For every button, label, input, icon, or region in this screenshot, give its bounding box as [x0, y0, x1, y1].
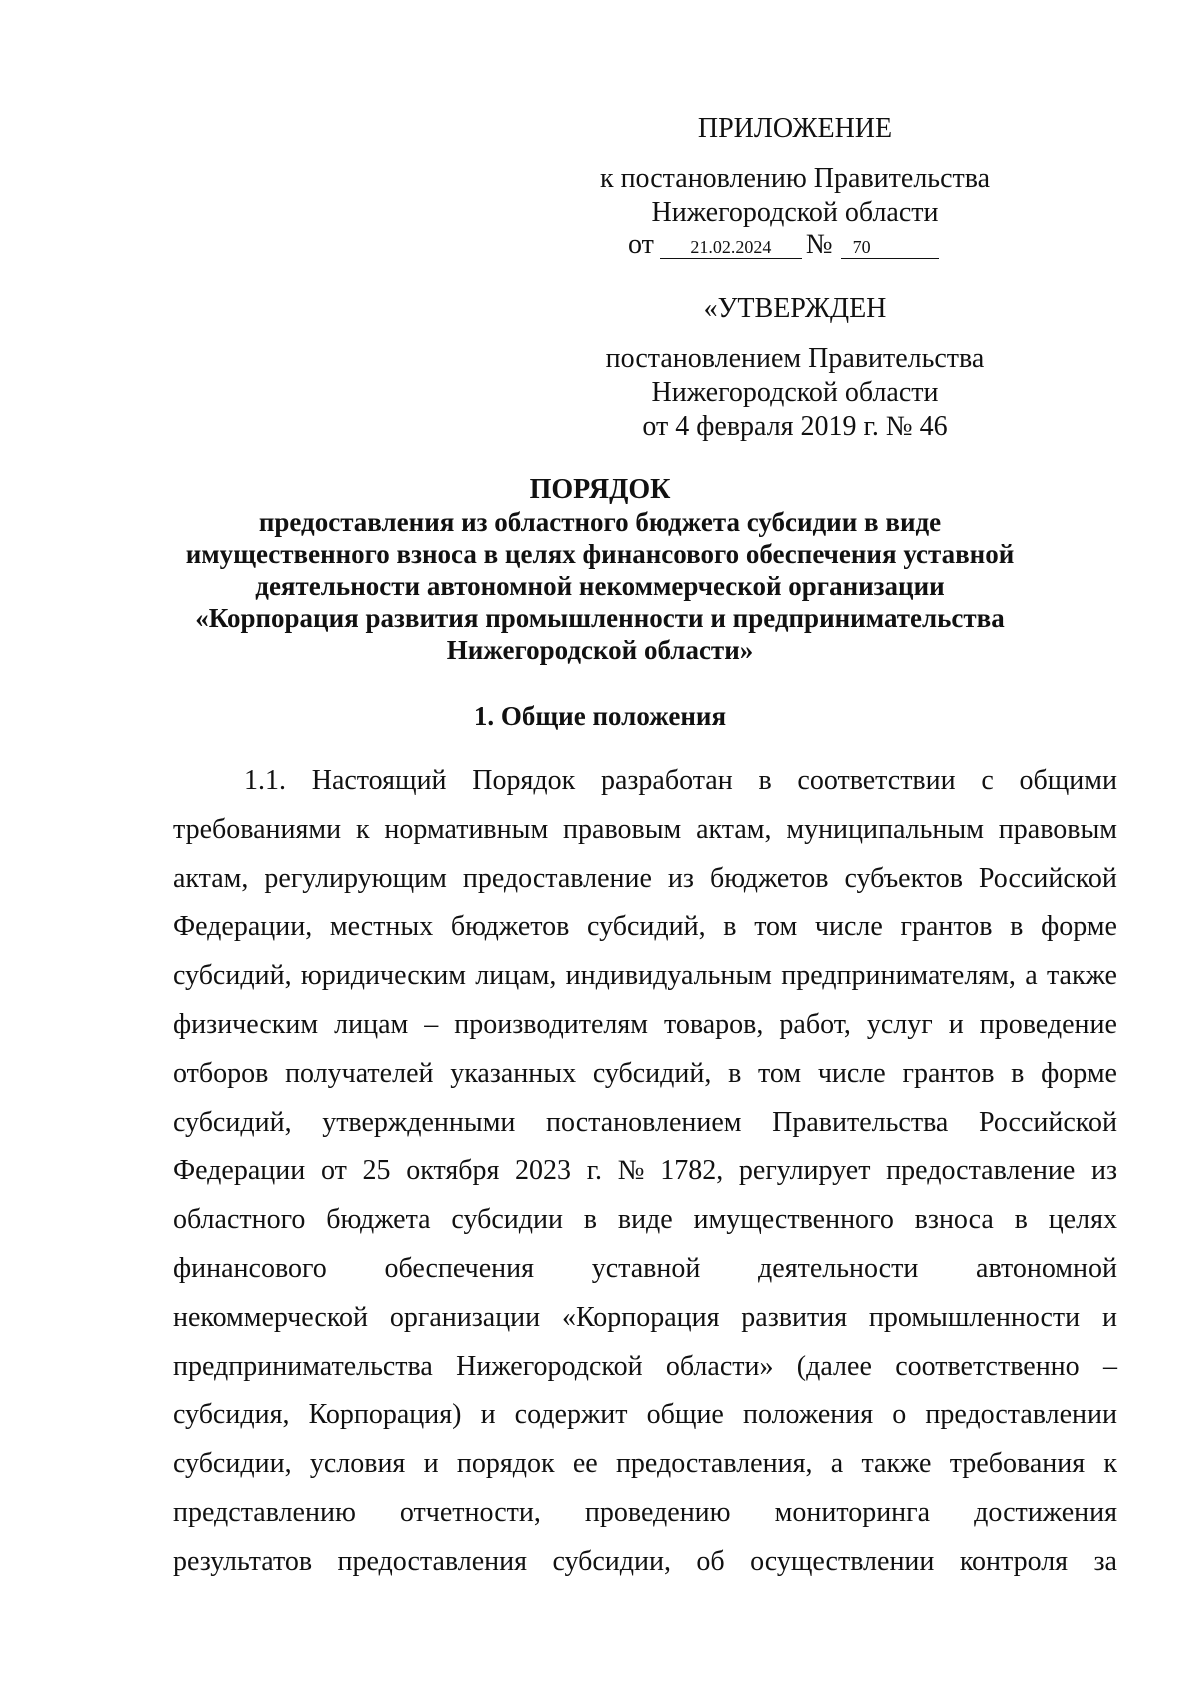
- body-word: форме: [1041, 1057, 1117, 1089]
- body-word: в: [1010, 911, 1024, 943]
- body-word: услуг: [866, 1008, 933, 1040]
- body-word: –: [1102, 1350, 1117, 1382]
- appendix-line-2: Нижегородской области: [651, 197, 939, 228]
- body-word: отборов: [173, 1057, 269, 1089]
- body-word: также: [861, 1448, 932, 1480]
- body-word: г.: [586, 1155, 603, 1187]
- body-word: субсидии,: [173, 1448, 292, 1480]
- order-subtitle-line: «Корпорация развития промышленности и предпринимательства: [195, 603, 1005, 633]
- body-word: соответствии: [797, 765, 956, 796]
- body-line: [173, 1544, 1117, 1593]
- body-line: [173, 1495, 1117, 1544]
- body-word: указанных: [450, 1057, 577, 1089]
- body-word: субсидий,: [173, 960, 292, 992]
- body-word: достижения: [974, 1496, 1117, 1528]
- body-word: Российской: [978, 862, 1117, 894]
- date-prefix: от: [628, 229, 654, 260]
- body-word: лицам: [334, 1008, 409, 1040]
- body-word: предоставления,: [615, 1448, 813, 1480]
- body-word: обеспечения: [384, 1252, 534, 1284]
- body-word: актам,: [696, 813, 772, 845]
- body-word: и: [480, 1399, 496, 1431]
- body-word: о: [892, 1399, 907, 1431]
- body-word: к: [1103, 1448, 1117, 1480]
- body-word: в: [758, 765, 772, 796]
- body-word: мониторинга: [774, 1496, 931, 1528]
- body-word: в: [723, 911, 737, 943]
- body-word: условия: [309, 1448, 406, 1480]
- body-word: правовым: [563, 813, 682, 845]
- body-word: осуществлении: [750, 1545, 935, 1577]
- body-word: предоставлении: [925, 1399, 1117, 1431]
- body-word: производителям: [454, 1008, 648, 1040]
- body-line: [173, 1251, 1117, 1300]
- body-word: муниципальным: [786, 813, 984, 845]
- body-line: [173, 958, 1117, 1007]
- body-word: и: [1101, 1301, 1117, 1333]
- body-word: субсидии,: [552, 1545, 671, 1577]
- body-word: регулирующим: [264, 862, 447, 894]
- body-word: 1782,: [660, 1155, 724, 1187]
- body-word: промышленности: [868, 1301, 1081, 1333]
- body-word: форме: [1041, 911, 1117, 943]
- body-word: некоммерческой: [173, 1301, 369, 1333]
- body-word: областного: [173, 1204, 306, 1236]
- body-word: 2023: [515, 1155, 572, 1187]
- body-word: виде: [617, 1204, 673, 1236]
- approved-reference: [560, 342, 1030, 444]
- body-word: субсидия,: [173, 1399, 290, 1431]
- order-title: ПОРЯДОК: [529, 474, 671, 505]
- body-word: грантов: [900, 911, 993, 943]
- body-word: от: [320, 1155, 347, 1187]
- body-word: общие: [646, 1399, 724, 1431]
- body-word: товаров,: [664, 1008, 764, 1040]
- body-word: нормативным: [384, 813, 549, 845]
- body-word: за: [1093, 1545, 1117, 1577]
- body-word: субсидий,: [587, 911, 706, 943]
- order-subtitle-line: предоставления из областного бюджета субсидии в виде: [258, 507, 942, 537]
- approved-line-1: постановлением Правительства: [605, 343, 985, 374]
- body-word: регулирует: [738, 1155, 871, 1187]
- body-word: субъектов: [844, 862, 963, 894]
- body-word: 1.1.: [244, 765, 286, 796]
- body-text: [173, 763, 1117, 1593]
- body-word: юридическим: [300, 960, 466, 992]
- body-word: Правительства: [772, 1106, 949, 1138]
- body-word: индивидуальным: [565, 960, 772, 992]
- body-line: [173, 812, 1117, 861]
- body-word: постановлением: [546, 1106, 742, 1138]
- body-line: [173, 1007, 1117, 1056]
- body-line: [173, 861, 1117, 910]
- body-line: [173, 763, 1117, 812]
- body-word: Настоящий: [311, 765, 447, 796]
- order-subtitle-line: деятельности автономной некоммерческой организации: [255, 571, 945, 601]
- body-word: Порядок: [472, 765, 576, 796]
- approved-title: «УТВЕРЖДЕН: [703, 293, 887, 324]
- order-subtitle-line: имущественного взноса в целях финансового обеспечения уставной: [185, 539, 1015, 569]
- body-word: предоставление: [886, 1155, 1076, 1187]
- body-word: бюджетов: [450, 911, 570, 943]
- body-word: том: [758, 1057, 802, 1089]
- body-line: [173, 1105, 1117, 1154]
- body-word: 25: [362, 1155, 391, 1187]
- body-word: из: [667, 862, 694, 894]
- section-title: 1. Общие положения: [473, 701, 727, 731]
- body-word: соответственно: [895, 1350, 1080, 1382]
- body-word: имущественного: [693, 1204, 894, 1236]
- body-word: в: [1011, 1057, 1025, 1089]
- body-word: содержит: [514, 1399, 628, 1431]
- body-word: развития: [741, 1301, 848, 1333]
- body-word: положения: [742, 1399, 874, 1431]
- body-word: результатов: [173, 1545, 313, 1577]
- body-word: получателей: [285, 1057, 434, 1089]
- body-word: Нижегородской: [456, 1350, 643, 1382]
- body-word: числе: [817, 1057, 886, 1089]
- body-word: автономной: [976, 1252, 1117, 1284]
- body-word: лицам,: [475, 960, 557, 992]
- body-word: октября: [406, 1155, 500, 1187]
- body-word: также: [1046, 960, 1117, 992]
- body-word: проведению: [584, 1496, 731, 1528]
- appendix-line-1: к постановлению Правительства: [599, 163, 991, 194]
- body-word: бюджета: [326, 1204, 431, 1236]
- body-line: [173, 1349, 1117, 1398]
- body-word: порядок: [456, 1448, 555, 1480]
- body-word: числе: [814, 911, 883, 943]
- decree-date-field: 21.02.2024: [660, 236, 802, 259]
- body-word: правовым: [998, 813, 1117, 845]
- body-word: Российской: [978, 1106, 1117, 1138]
- body-word: №: [617, 1155, 645, 1187]
- appendix-date-number-line: [628, 228, 939, 262]
- body-line: [173, 1153, 1117, 1202]
- body-line: [173, 909, 1117, 958]
- body-word: целях: [1048, 1204, 1117, 1236]
- body-line: [173, 1202, 1117, 1251]
- appendix-decree-reference: [560, 162, 1030, 230]
- body-word: общими: [1019, 765, 1117, 796]
- body-word: предоставление: [462, 862, 652, 894]
- body-word: а: [1025, 960, 1038, 992]
- body-word: в: [1014, 1204, 1028, 1236]
- body-word: а: [830, 1448, 844, 1480]
- body-word: бюджетов: [709, 862, 829, 894]
- body-line: [173, 1397, 1117, 1446]
- body-line: [173, 1300, 1117, 1349]
- body-word: об: [696, 1545, 725, 1577]
- body-line: [173, 1056, 1117, 1105]
- body-word: –: [424, 1008, 439, 1040]
- body-word: разработан: [600, 765, 733, 796]
- body-word: с: [981, 765, 994, 796]
- body-word: субсидий,: [592, 1057, 712, 1089]
- body-word: Федерации,: [173, 911, 313, 943]
- body-word: том: [754, 911, 798, 943]
- body-word: в: [728, 1057, 742, 1089]
- approved-line-2: Нижегородской области: [651, 377, 939, 408]
- decree-number-field: 70: [841, 236, 939, 259]
- body-word: взноса: [914, 1204, 994, 1236]
- body-word: из: [1090, 1155, 1117, 1187]
- body-word: предпринимательства: [173, 1350, 433, 1382]
- body-word: местных: [329, 911, 434, 943]
- body-word: контроля: [959, 1545, 1069, 1577]
- body-word: грантов: [902, 1057, 995, 1089]
- body-word: (далее: [796, 1350, 872, 1382]
- body-word: утвержденными: [322, 1106, 516, 1138]
- number-sign: №: [805, 229, 833, 260]
- body-word: работ,: [779, 1008, 851, 1040]
- order-heading: [150, 474, 1050, 666]
- body-word: к: [355, 813, 370, 845]
- body-word: субсидии: [451, 1204, 563, 1236]
- body-word: требованиями: [173, 813, 342, 845]
- body-word: предоставления: [337, 1545, 528, 1577]
- body-word: физическим: [173, 1008, 319, 1040]
- body-word: и: [948, 1008, 964, 1040]
- body-word: в: [583, 1204, 598, 1236]
- body-word: ее: [572, 1448, 598, 1480]
- body-word: «Корпорация: [561, 1301, 720, 1333]
- body-word: организации: [389, 1301, 541, 1333]
- body-word: предпринимателям,: [781, 960, 1016, 992]
- body-word: субсидий,: [173, 1106, 292, 1138]
- body-line: [173, 1446, 1117, 1495]
- body-word: и: [423, 1448, 439, 1480]
- body-word: требования: [949, 1448, 1086, 1480]
- body-word: уставной: [591, 1252, 701, 1284]
- body-word: отчетности,: [399, 1496, 541, 1528]
- appendix-title: ПРИЛОЖЕНИЕ: [697, 113, 893, 144]
- body-word: финансового: [173, 1252, 327, 1284]
- body-word: Корпорация): [308, 1399, 462, 1431]
- body-word: области»: [665, 1350, 774, 1382]
- body-word: проведение: [979, 1008, 1117, 1040]
- body-word: деятельности: [758, 1252, 919, 1284]
- order-subtitle-line: Нижегородской области»: [446, 635, 754, 665]
- body-word: представлению: [173, 1496, 356, 1528]
- body-word: актам,: [173, 862, 249, 894]
- approved-line-3: от 4 февраля 2019 г. № 46: [642, 411, 948, 442]
- body-word: Федерации: [173, 1155, 306, 1187]
